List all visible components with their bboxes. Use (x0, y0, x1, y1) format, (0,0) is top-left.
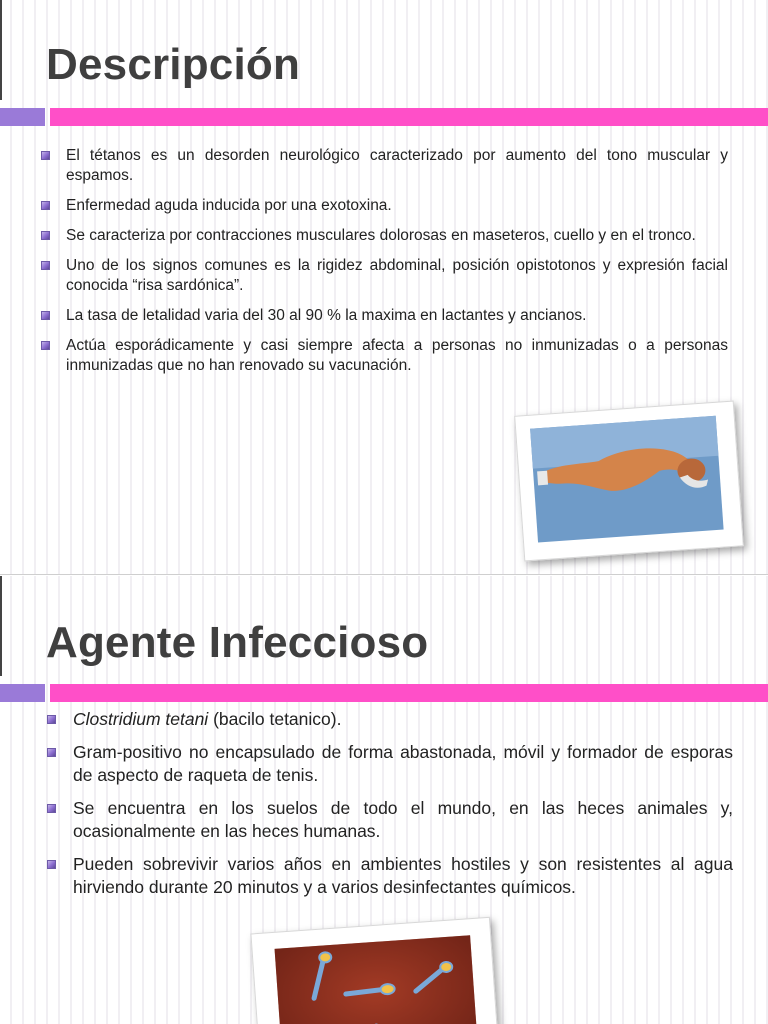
slide-left-edge (0, 576, 2, 676)
square-bullet-icon (41, 261, 50, 270)
square-bullet-icon (41, 201, 50, 210)
slide-title: Agente Infeccioso (46, 618, 429, 667)
square-bullet-icon (41, 231, 50, 240)
bullet-list (66, 146, 728, 386)
list-item: Gram-positivo no encapsulado de forma abastonada, móvil y formador de esporas de aspecto de raqueta de tenis. (73, 741, 733, 788)
accent-bar-pink (50, 108, 768, 126)
opisthotonos-photo (514, 401, 744, 562)
slide-left-edge (0, 0, 2, 100)
accent-bar-pink (50, 684, 768, 702)
square-bullet-icon (47, 715, 56, 724)
slide-title: Descripción (46, 40, 301, 89)
bacteria-illustration (251, 918, 500, 1024)
list-item: El tétanos es un desorden neurológico caracterizado por aumento del tono muscular y espamos. (66, 146, 728, 186)
list-item: Clostridium tetani (bacilo tetanico). (73, 708, 733, 732)
list-item: Se encuentra en los suelos de todo el mundo, en las heces animales y, ocasionalmente en las heces humanas. (73, 797, 733, 844)
square-bullet-icon (41, 151, 50, 160)
list-item: Pueden sobrevivir varios años en ambientes hostiles y son resistentes al agua hirviendo durante 20 minutos y a varios desinfectantes químicos. (73, 853, 733, 900)
bullet-list (73, 708, 733, 909)
species-name: Clostridium tetani (73, 709, 209, 729)
square-bullet-icon (47, 748, 56, 757)
list-item: Actúa esporádicamente y casi siempre afecta a personas no inmunizadas o a personas inmunizadas que no han renovado su vacunación. (66, 336, 728, 376)
accent-bar-purple (0, 684, 45, 702)
patient-illustration (515, 401, 745, 562)
square-bullet-icon (47, 860, 56, 869)
square-bullet-icon (41, 311, 50, 320)
list-item: Enfermedad aguda inducida por una exotoxina. (66, 196, 728, 216)
list-item: Uno de los signos comunes es la rigidez abdominal, posición opistotonos y expresión facial conocida “risa sardónica”. (66, 256, 728, 296)
square-bullet-icon (41, 341, 50, 350)
accent-bar-purple (0, 108, 45, 126)
square-bullet-icon (47, 804, 56, 813)
bacteria-micrograph (250, 917, 499, 1024)
list-item: La tasa de letalidad varia del 30 al 90 % la maxima en lactantes y ancianos. (66, 306, 728, 326)
list-item: Se caracteriza por contracciones musculares dolorosas en maseteros, cuello y en el tronco. (66, 226, 728, 246)
